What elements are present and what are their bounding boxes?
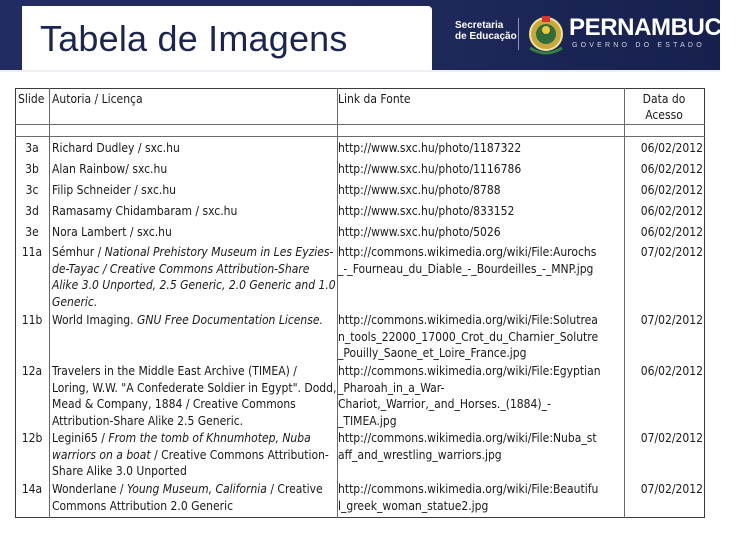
header-authorship: Autoria / Licença [52, 92, 143, 106]
author-credit: Young Museum, California [126, 482, 267, 496]
row-date: 07/02/2012 [640, 313, 703, 327]
brand-subtitle: GOVERNO DO ESTADO [572, 42, 705, 49]
author-name: Sémhur / [52, 245, 105, 259]
header-divider [15, 124, 705, 125]
logo-divider [518, 18, 519, 50]
row-date: 06/02/2012 [640, 162, 703, 176]
row-author: Richard Dudley / sxc.hu [52, 141, 180, 155]
row-link-cont[interactable]: aff_and_wrestling_warriors.jpg [338, 447, 502, 462]
row-slide: 11b [21, 313, 43, 327]
row-author: Ramasamy Chidambaram / sxc.hu [52, 204, 238, 218]
row-link-cont[interactable]: _-_Fourneau_du_Diable_-_Bourdeilles_-_MNP.jpg [338, 261, 594, 276]
row-slide: 14a [21, 482, 43, 496]
row-date: 06/02/2012 [640, 141, 703, 155]
row-author: Alan Rainbow/ sxc.hu [52, 162, 168, 176]
brand-name: PERNAMBUCO [569, 14, 740, 41]
row-slide: 3e [25, 225, 39, 239]
row-author [52, 312, 337, 329]
row-slide: 3c [25, 183, 39, 197]
image-table [15, 88, 705, 518]
row-slide: 12a [21, 364, 43, 378]
row-date: 07/02/2012 [640, 245, 703, 259]
row-link-cont[interactable]: l_greek_woman_statue2.jpg [338, 498, 489, 513]
row-link-cont[interactable]: _Pouilly_Saone_et_Loire_France.jpg [338, 346, 527, 361]
header-slide: Slide [18, 92, 45, 106]
row-link-cont[interactable]: _TIMEA.jpg [338, 413, 397, 428]
row-author: Nora Lambert / sxc.hu [52, 225, 172, 239]
row-link[interactable]: http://commons.wikimedia.org/wiki/File:Egyptian [338, 364, 601, 378]
author-license: / Creative Commons Attribution-Share Alike 3.0 Unported [52, 447, 329, 479]
row-slide: 3d [25, 204, 39, 218]
author-license: / Creative Commons Attribution 2.0 Generic [52, 482, 323, 513]
row-author: Filip Schneider / sxc.hu [52, 183, 177, 197]
row-link[interactable]: http://www.sxc.hu/photo/833152 [338, 204, 515, 218]
row-author [52, 244, 337, 310]
row-date: 07/02/2012 [640, 431, 703, 445]
author-credit: GNU Free Documentation License. [137, 313, 323, 327]
author-name: Leginі65 / [52, 431, 109, 445]
row-link-cont[interactable]: n_tools_22000_17000_Crot_du_Charnier_Solutre [338, 329, 599, 344]
row-link[interactable]: http://www.sxc.hu/photo/8788 [338, 183, 501, 197]
row-link[interactable]: http://www.sxc.hu/photo/1116786 [338, 162, 522, 176]
header-link: Link da Fonte [338, 92, 411, 106]
author-credit: National Prehistory Museum in Les Eyzies-de-Tayac / Creative Commons Attribution-Share Alike 3.0 Unported, 2.5 Generic, 2.0 Generic and 1.0 Generic. [52, 245, 336, 309]
row-date: 07/02/2012 [640, 482, 703, 496]
row-link-cont[interactable]: Chariot,_Warrior,_and_Horses._(1884)_- [338, 397, 551, 412]
row-link-cont[interactable]: _Pharoah_in_a_War- [338, 380, 445, 395]
header-divider [15, 136, 705, 137]
row-author [52, 481, 337, 514]
row-link[interactable]: http://commons.wikimedia.org/wiki/File:Solutrea [338, 313, 598, 327]
header-date: Data do Acesso [642, 92, 686, 122]
row-link[interactable]: http://commons.wikimedia.org/wiki/File:Beautifu [338, 482, 599, 496]
row-date: 06/02/2012 [640, 364, 703, 378]
row-link[interactable]: http://commons.wikimedia.org/wiki/File:Nuba_st [338, 431, 597, 445]
row-date: 06/02/2012 [640, 225, 703, 239]
row-link[interactable]: http://www.sxc.hu/photo/1187322 [338, 141, 522, 155]
row-author [52, 430, 337, 480]
page-title: Tabela de Imagens [40, 18, 348, 59]
row-slide: 12b [21, 431, 43, 445]
row-link[interactable]: http://www.sxc.hu/photo/5026 [338, 225, 501, 239]
state-seal-icon [526, 12, 566, 58]
author-credit: From the tomb of Khnumhotep, Nuba warriors on a boat [52, 431, 311, 462]
col-divider [49, 88, 50, 518]
row-slide: 11a [21, 245, 43, 259]
row-slide: 3a [25, 141, 39, 155]
author-name: Wonderlane / [52, 482, 127, 496]
row-link[interactable]: http://commons.wikimedia.org/wiki/File:Aurochs [338, 245, 597, 259]
row-date: 06/02/2012 [640, 183, 703, 197]
row-date: 06/02/2012 [640, 204, 703, 218]
banner-underline [0, 70, 720, 72]
author-name: World Imaging. [52, 313, 138, 327]
row-author: Travelers in the Middle East Archive (TIMEA) / Loring, W.W. "A Confederate Soldier in Egypt". Dodd, Mead & Company, 1884 / Creative Commons Attribution-Share Alike 2.5 Generic. [52, 364, 337, 428]
secretaria-label: Secretaria de Educação [455, 20, 517, 42]
row-slide: 3b [25, 162, 39, 176]
